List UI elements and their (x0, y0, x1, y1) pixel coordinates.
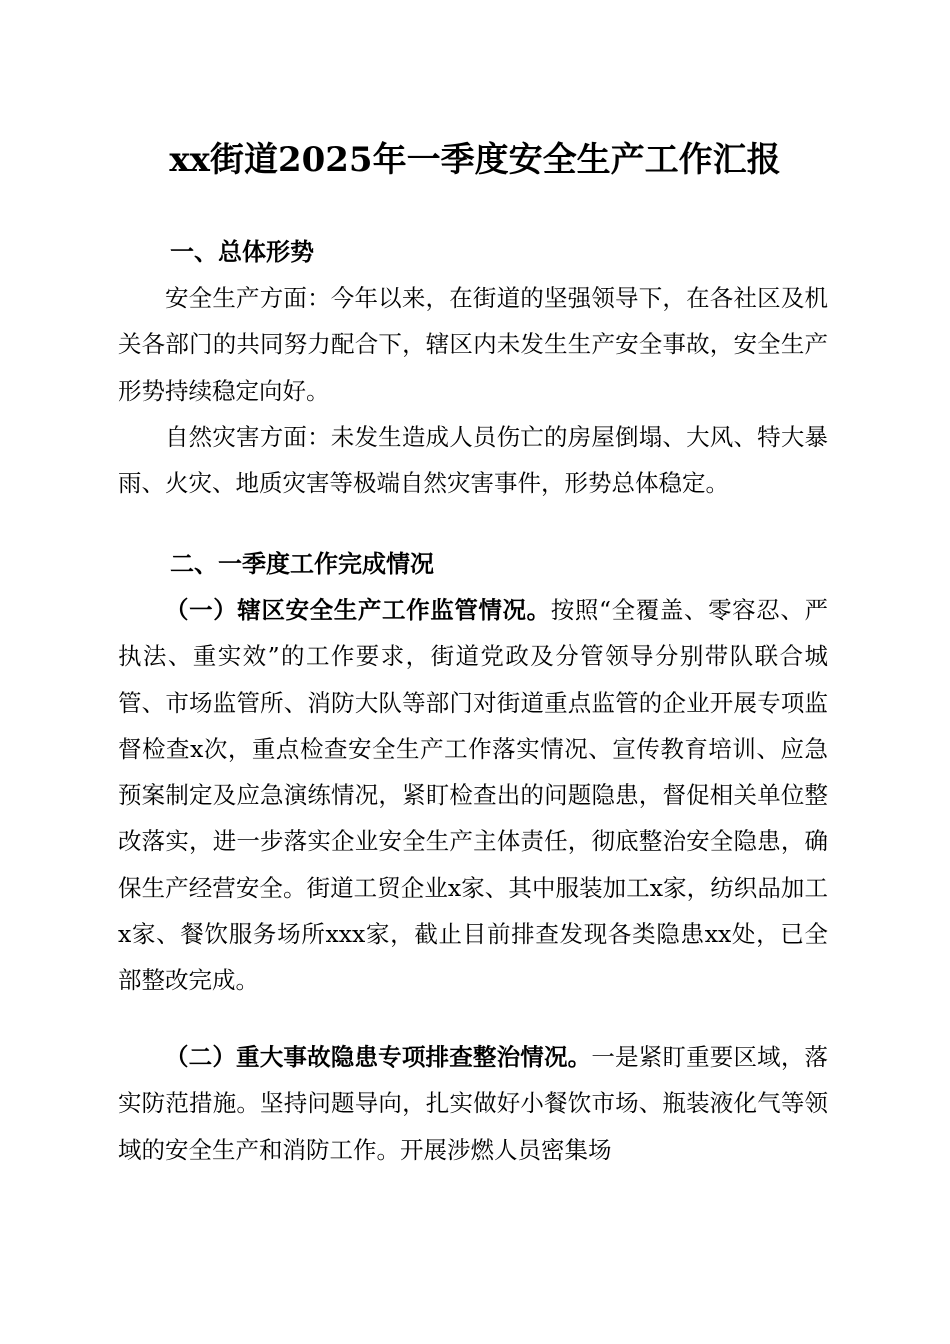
paragraph-safety-production: 安全生产方面：今年以来，在街道的坚强领导下，在各社区及机关各部门的共同努力配合下，辖区内未发生生产安全事故，安全生产形势持续稳定向好。 (118, 284, 828, 405)
paragraph-hazard-inspection (118, 1034, 828, 1173)
paragraph-supervision-lead: （一）辖区安全生产工作监管情况。 (165, 596, 551, 624)
paragraph-supervision-body: 按照“全覆盖、零容忍、严执法、重实效”的工作要求，街道党政及分管领导分别带队联合城管、市场监管所、消防大队等部门对街道重点监管的企业开展专项监督检查x次，重点检查安全生产工作落实情况、宣传教育培训、应急预案制定及应急演练情况，紧盯检查出的问题隐患，督促相关单位整改落实，进一步落实企业安全生产主体责任，彻底整治安全隐患，确保生产经营安全。街道工贸企业x家、其中服装加工x家，纺织品加工x家、餐饮服务场所xxx家，截止目前排查发现各类隐患xx处，已全部整改完成。 (118, 596, 829, 995)
paragraph-hazard-inspection-lead: （二）重大事故隐患专项排查整治情况。 (165, 1043, 592, 1071)
paragraph-supervision (118, 587, 828, 1004)
document-title: xx街道2025年一季度安全生产工作汇报 (169, 140, 781, 180)
paragraph-natural-disaster: 自然灾害方面：未发生造成人员伤亡的房屋倒塌、大风、特大暴雨、火灾、地质灾害等极端自然灾害事件，形势总体稳定。 (118, 423, 828, 498)
paragraph-hazard-inspection-body: 一是紧盯重要区域，落实防范措施。坚持问题导向，扎实做好小餐饮市场、瓶装液化气等领域的安全生产和消防工作。开展涉燃人员密集场 (118, 1043, 829, 1164)
section-heading-overall-situation: 一、总体形势 (170, 238, 314, 266)
section-heading-q1-work: 二、一季度工作完成情况 (170, 550, 434, 578)
